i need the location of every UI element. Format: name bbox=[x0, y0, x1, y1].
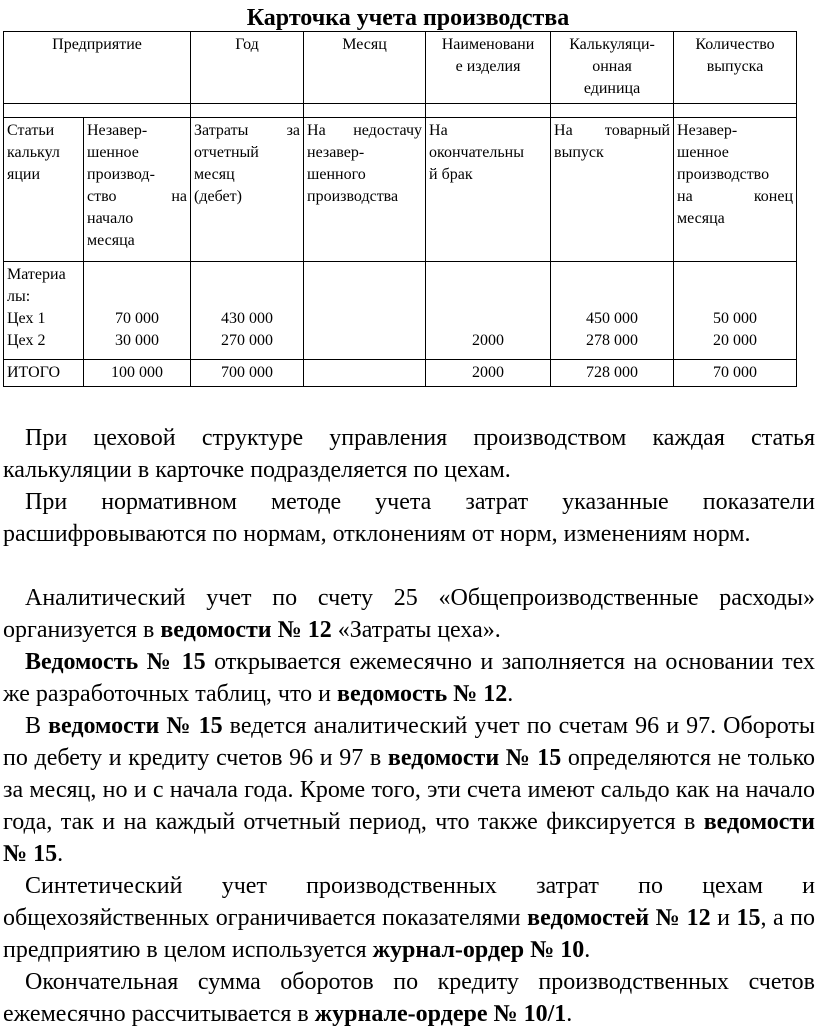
header-row-articles bbox=[4, 118, 797, 262]
total-label: ИТОГО bbox=[4, 360, 84, 387]
total-costs: 700 000 bbox=[191, 360, 304, 387]
paragraph-journal-order bbox=[3, 966, 815, 1030]
p6-text-a: Синтетический учет производственных затрат по цехам и общехозяйственных ограничивается показателями bbox=[3, 873, 815, 931]
paragraph-shop-structure: При цеховой структуре управления производством каждая статья калькуляции в карточке подразделяется по цехам. bbox=[3, 425, 815, 483]
shop1-name: Цех 1 bbox=[7, 310, 46, 327]
materials-row bbox=[4, 262, 797, 360]
col-final-defect-l1: На bbox=[429, 122, 448, 139]
p5-bold-f: ведомости № 15 bbox=[3, 809, 815, 867]
total-row bbox=[4, 360, 797, 387]
col-wip-end-l1: Незавер- bbox=[677, 122, 738, 139]
shop1-output: 450 000 bbox=[586, 310, 639, 327]
col-wip-begin-l3: производ- bbox=[87, 166, 155, 183]
col-wip-begin-l6: месяца bbox=[87, 232, 135, 249]
production-card-table bbox=[3, 31, 797, 387]
col-goods-output-l2: выпуск bbox=[554, 144, 604, 161]
col-cost-items-l2: калькул bbox=[7, 144, 60, 161]
wip-end-values bbox=[674, 262, 797, 360]
col-shortage-l2: незавер- bbox=[307, 144, 365, 161]
col-wip-begin-l4: ство на bbox=[87, 188, 188, 205]
wip-begin-values bbox=[84, 262, 191, 360]
materials-label-l2: лы: bbox=[7, 288, 31, 305]
shop1-begin: 70 000 bbox=[115, 310, 159, 327]
col-wip-begin-l5: начало bbox=[87, 210, 134, 227]
col-shortage-l3: шенного bbox=[307, 166, 366, 183]
header-row-top bbox=[4, 32, 797, 104]
p7-text-a: Окончательная сумма оборотов по кредиту производственных счетов ежемесячно рассчитывается в bbox=[3, 969, 815, 1027]
paragraph-analytical-25 bbox=[3, 582, 815, 646]
defect-values bbox=[426, 262, 551, 360]
p5-text-g: . bbox=[57, 841, 64, 867]
header-product-name-l2: е изделия bbox=[455, 58, 521, 75]
header-month: Месяц bbox=[304, 32, 426, 104]
header-costing-unit bbox=[551, 32, 674, 104]
col-goods-output bbox=[551, 118, 674, 262]
p6-text-e: , а по предприятию в целом используется bbox=[3, 905, 816, 963]
col-cost-items-l1: Статьи bbox=[7, 122, 55, 139]
col-wip-end-l5: месяца bbox=[677, 210, 725, 227]
p6-bold-b: ведомостей № 12 bbox=[527, 905, 711, 931]
materials-label bbox=[4, 262, 84, 360]
header-output-qty-l1: Количество bbox=[695, 36, 775, 53]
p6-text-c: и bbox=[710, 905, 737, 931]
p5-text-e: определяются не только за месяц, но и с начала года. Кроме того, эти счета имеют сальдо как на начало года, так и на каждый отчетный период, что также фиксируется в bbox=[3, 745, 816, 835]
col-final-defect bbox=[426, 118, 551, 262]
paragraph-accounts-96-97 bbox=[3, 710, 815, 870]
shop2-end: 20 000 bbox=[713, 332, 758, 349]
paragraph-normative-method: При нормативном методе учета затрат указанные показатели расшифровываются по нормам, отклонениям от норм, изменениям норм. bbox=[3, 489, 815, 547]
col-shortage-l4: производства bbox=[307, 188, 399, 205]
shortage-values bbox=[304, 262, 426, 360]
header-year: Год bbox=[191, 32, 304, 104]
col-goods-output-l1: На товарный bbox=[554, 122, 671, 139]
col-final-defect-l2: окончательны bbox=[429, 144, 524, 161]
shop2-costs: 270 000 bbox=[221, 332, 274, 349]
total-end: 70 000 bbox=[674, 360, 797, 387]
p6-bold-f: журнал-ордер № 10 bbox=[372, 937, 585, 963]
col-wip-begin-l2: шенное bbox=[87, 144, 139, 161]
col-final-defect-l3: й брак bbox=[429, 166, 473, 183]
col-wip-end-l4: на конец bbox=[677, 188, 794, 205]
p7-bold-b: журнале-ордере № 10/1 bbox=[314, 1001, 567, 1027]
col-shortage-l1: На недостачу bbox=[307, 122, 423, 139]
shop2-defect: 2000 bbox=[472, 332, 505, 349]
p5-text-c: ведется аналитический учет по счетам 96 и 97. Обороты по дебету и кредиту счетов 96 и 97 в bbox=[3, 713, 815, 771]
total-output: 728 000 bbox=[551, 360, 674, 387]
total-begin: 100 000 bbox=[84, 360, 191, 387]
header-enterprise: Предприятие bbox=[4, 32, 191, 104]
total-shortage bbox=[304, 360, 426, 387]
col-wip-end-l2: шенное bbox=[677, 144, 729, 161]
p4-bold-a: Ведомость № 15 bbox=[25, 649, 206, 675]
costs-values bbox=[191, 262, 304, 360]
col-costs-month-l3: месяц bbox=[194, 166, 235, 183]
header-product-name bbox=[426, 32, 551, 104]
p4-text-d: . bbox=[507, 681, 514, 707]
p3-text-c: «Затраты цеха». bbox=[331, 617, 501, 643]
spacer-row bbox=[4, 104, 797, 118]
p4-text-b: открывается ежемесячно и заполняется на основании тех же разработочных таблиц, что и bbox=[3, 649, 815, 707]
col-costs-month-l1: Затраты за bbox=[194, 122, 301, 139]
shop1-end: 50 000 bbox=[713, 310, 758, 327]
p5-text-a: В bbox=[25, 713, 49, 739]
col-wip-begin-l1: Незавер- bbox=[87, 122, 148, 139]
p7-text-c: . bbox=[566, 1001, 573, 1027]
document-title: Карточка учета производства bbox=[246, 5, 570, 31]
shop2-output: 278 000 bbox=[586, 332, 639, 349]
p5-bold-d: ведомости № 15 bbox=[387, 745, 562, 771]
col-wip-end bbox=[674, 118, 797, 262]
shop2-begin: 30 000 bbox=[115, 332, 159, 349]
shop2-name: Цех 2 bbox=[7, 332, 46, 349]
total-defect: 2000 bbox=[426, 360, 551, 387]
col-cost-items bbox=[4, 118, 84, 262]
header-costing-unit-l2: онная bbox=[592, 58, 632, 75]
header-costing-unit-l3: единица bbox=[583, 80, 641, 97]
header-costing-unit-l1: Калькуляци- bbox=[569, 36, 655, 53]
col-wip-begin bbox=[84, 118, 191, 262]
header-output-qty-l2: выпуска bbox=[706, 58, 764, 75]
p3-text-a: Аналитический учет по счету 25 «Общепроизводственные расходы» организуется в bbox=[3, 585, 815, 643]
col-cost-items-l3: яции bbox=[7, 166, 41, 183]
col-costs-month bbox=[191, 118, 304, 262]
col-shortage bbox=[304, 118, 426, 262]
col-costs-month-l2: отчетный bbox=[194, 144, 259, 161]
output-values bbox=[551, 262, 674, 360]
p6-text-g: . bbox=[584, 937, 591, 963]
p6-bold-d: 15 bbox=[736, 905, 761, 931]
header-output-qty bbox=[674, 32, 797, 104]
paragraph-statement-15 bbox=[3, 646, 815, 710]
header-product-name-l1: Наименовани bbox=[441, 36, 535, 53]
shop1-costs: 430 000 bbox=[221, 310, 274, 327]
col-costs-month-l4: (дебет) bbox=[194, 188, 242, 205]
paragraph-synthetic-accounting bbox=[3, 870, 815, 966]
p3-bold-b: ведомости № 12 bbox=[160, 617, 332, 643]
col-wip-end-l3: производство bbox=[677, 166, 770, 183]
p4-bold-c: ведомость № 12 bbox=[336, 681, 508, 707]
p5-bold-b: ведомости № 15 bbox=[48, 713, 223, 739]
materials-label-l1: Материа bbox=[7, 266, 66, 283]
